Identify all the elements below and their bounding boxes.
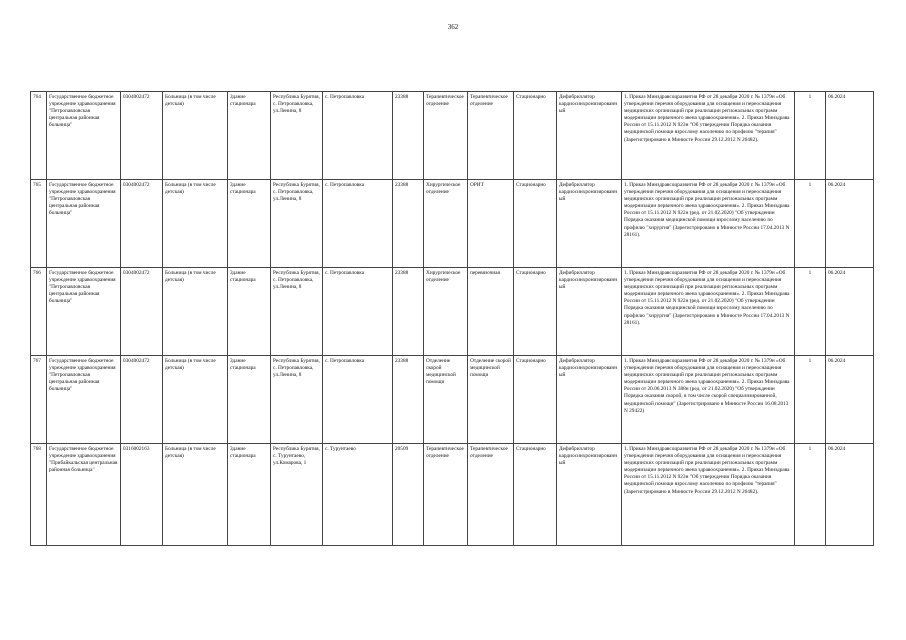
facility-type-cell: Больница (в том числе детская) xyxy=(163,444,228,546)
care-condition-cell: Стационарно xyxy=(514,92,557,180)
table-row xyxy=(31,268,874,356)
subdepartment-cell: перевязочная xyxy=(468,268,514,356)
quantity-cell: 1 xyxy=(795,444,826,546)
row-number-cell: 767 xyxy=(31,356,47,444)
care-condition-cell: Стационарно xyxy=(514,268,557,356)
organization-code-cell: 0304002472 xyxy=(121,180,163,268)
building-cell: Здание стационара xyxy=(228,356,271,444)
address-cell: Республика Бурятия, с. Петропавловка, ул.Ленина, 8 xyxy=(271,268,323,356)
equipment-table xyxy=(30,91,874,546)
table-row xyxy=(31,444,874,546)
organization-code-cell: 0304002472 xyxy=(121,92,163,180)
organization-cell: Государственное бюджетное учреждение здравоохранения "Петропавловская центральная районная больница" xyxy=(47,180,121,268)
oktmo-cell: 20509 xyxy=(393,444,424,546)
care-condition-cell: Стационарно xyxy=(514,444,557,546)
subdepartment-cell: ОРИТ xyxy=(468,180,514,268)
equipment-cell: Дефибриллятор кардиосинхронизированный xyxy=(557,268,622,356)
oktmo-cell: 23388 xyxy=(393,268,424,356)
address-cell: Республика Бурятия, с. Турунтаево, ул.Комарова, 1 xyxy=(271,444,323,546)
row-number-cell: 768 xyxy=(31,444,47,546)
organization-cell: Государственное бюджетное учреждение здравоохранения "Петропавловская центральная районная больница" xyxy=(47,268,121,356)
date-cell: 06.2024 xyxy=(826,356,874,444)
locality-cell: с. Петропавловка xyxy=(323,268,393,356)
facility-type-cell: Больница (в том числе детская) xyxy=(163,356,228,444)
date-cell: 06.2024 xyxy=(826,444,874,546)
table-row xyxy=(31,92,874,180)
locality-cell: с. Петропавловка xyxy=(323,356,393,444)
facility-type-cell: Больница (в том числе детская) xyxy=(163,92,228,180)
legal-basis-cell: 1. Приказ Минздравсоцразвития РФ от 28 декабря 2020 г. № 1379н «Об утверждении перечня оборудования для оснащения и переоснащения медицинских организаций при реализации региональных программ модернизации первичного звена здравоохранения». 2. Приказ Минздрава России от 15.11.2012 N 922н (ред. от 21.02.2020) "Об утверждении Порядка оказания медицинской помощи взрослому населению по профилю "хирургия" (Зарегистрировано в Минюсте России 17.04.2013 N 28161). xyxy=(622,180,795,268)
care-condition-cell: Стационарно xyxy=(514,180,557,268)
equipment-cell: Дефибриллятор кардиосинхронизированный xyxy=(557,180,622,268)
quantity-cell: 1 xyxy=(795,268,826,356)
subdepartment-cell: Отделение скорой медицинской помощи xyxy=(468,356,514,444)
department-cell: Отделение скорой медицинской помощи xyxy=(424,356,468,444)
organization-code-cell: 0304002472 xyxy=(121,356,163,444)
building-cell: Здание стационара xyxy=(228,180,271,268)
organization-code-cell: 0304002472 xyxy=(121,268,163,356)
legal-basis-cell: 1. Приказ Минздравсоцразвития РФ от 28 декабря 2020 г. № 1379н «Об утверждении перечня оборудования для оснащения и переоснащения медицинских организаций при реализации региональных программ модернизации первичного звена здравоохранения». 2. Приказ Минздрава России от 20.06.2013 N 388н (ред. от 21.02.2020) "Об утверждении Порядка оказания скорой, в том числе скорой специализированной, медицинской помощи" (Зарегистрировано в Минюсте России 16.08.2013 N 29422) xyxy=(622,356,795,444)
organization-cell: Государственное бюджетное учреждение здравоохранения "Петропавловская центральная районная больница" xyxy=(47,356,121,444)
building-cell: Здание стационара xyxy=(228,268,271,356)
quantity-cell: 1 xyxy=(795,356,826,444)
subdepartment-cell: Терапевтическое отделение xyxy=(468,444,514,546)
legal-basis-cell: 1. Приказ Минздравсоцразвития РФ от 28 декабря 2020 г. № 1379н «Об утверждении перечня оборудования для оснащения и переоснащения медицинских организаций при реализации региональных программ модернизации первичного звена здравоохранения». 2. Приказ Минздрава России от 15.11.2012 N 922н (ред. от 21.02.2020) "Об утверждении Порядка оказания медицинской помощи взрослому населению по профилю "хирургия" (Зарегистрировано в Минюсте России 17.04.2013 N 28161). xyxy=(622,268,795,356)
date-cell: 06.2024 xyxy=(826,92,874,180)
address-cell: Республика Бурятия, с. Петропавловка, ул.Ленина, 8 xyxy=(271,180,323,268)
table-row xyxy=(31,180,874,268)
legal-basis-cell: 1. Приказ Минздравсоцразвития РФ от 28 декабря 2020 г. № 1379н «Об утверждении перечня оборудования для оснащения и переоснащения медицинских организаций при реализации региональных программ модернизации первичного звена здравоохранения». 2. Приказ Минздрава России от 15.11.2012 N 923н "Об утверждении Порядка оказания медицинской помощи взрослому населению по профилю "терапия" (Зарегистрировано в Минюсте России 29.12.2012 N 26482). xyxy=(622,92,795,180)
date-cell: 06.2024 xyxy=(826,180,874,268)
building-cell: Здание стационара xyxy=(228,92,271,180)
page-number: 362 xyxy=(447,23,459,31)
subdepartment-cell: Терапевтическое отделение xyxy=(468,92,514,180)
oktmo-cell: 23388 xyxy=(393,180,424,268)
address-cell: Республика Бурятия, с. Петропавловка, ул.Ленина, 8 xyxy=(271,92,323,180)
equipment-cell: Дефибриллятор кардиосинхронизированный xyxy=(557,356,622,444)
row-number-cell: 766 xyxy=(31,268,47,356)
department-cell: Терапевтическое отделение xyxy=(424,92,468,180)
oktmo-cell: 23388 xyxy=(393,356,424,444)
date-cell: 06.2024 xyxy=(826,268,874,356)
quantity-cell: 1 xyxy=(795,92,826,180)
care-condition-cell: Стационарно xyxy=(514,356,557,444)
facility-type-cell: Больница (в том числе детская) xyxy=(163,180,228,268)
department-cell: Терапевтическое отделение xyxy=(424,444,468,546)
department-cell: Хирургическое отделение xyxy=(424,268,468,356)
department-cell: Хирургическое отделение xyxy=(424,180,468,268)
facility-type-cell: Больница (в том числе детская) xyxy=(163,268,228,356)
row-number-cell: 765 xyxy=(31,180,47,268)
table-row xyxy=(31,356,874,444)
row-number-cell: 764 xyxy=(31,92,47,180)
locality-cell: с. Турунтаево xyxy=(323,444,393,546)
locality-cell: с. Петропавловка xyxy=(323,180,393,268)
address-cell: Республика Бурятия, с. Петропавловка, ул.Ленина, 8 xyxy=(271,356,323,444)
locality-cell: с. Петропавловка xyxy=(323,92,393,180)
organization-cell: Государственное бюджетное учреждение здравоохранения "Прибайкальская центральная районная больница" xyxy=(47,444,121,546)
oktmo-cell: 23388 xyxy=(393,92,424,180)
equipment-cell: Дефибриллятор кардиосинхронизированный xyxy=(557,444,622,546)
legal-basis-cell: 1. Приказ Минздравсоцразвития РФ от 28 декабря 2020 г. № 1379н «Об утверждении перечня оборудования для оснащения и переоснащения медицинских организаций при реализации региональных программ модернизации первичного звена здравоохранения». 2. Приказ Минздрава России от 15.11.2012 N 923н "Об утверждении Порядка оказания медицинской помощи взрослому населению по профилю "терапия" (Зарегистрировано в Минюсте России 29.12.2012 N 26482). xyxy=(622,444,795,546)
organization-cell: Государственное бюджетное учреждение здравоохранения "Петропавловская центральная районная больница" xyxy=(47,92,121,180)
organization-code-cell: 0316002163 xyxy=(121,444,163,546)
quantity-cell: 1 xyxy=(795,180,826,268)
building-cell: Здание стационара xyxy=(228,444,271,546)
equipment-cell: Дефибриллятор кардиосинхронизированный xyxy=(557,92,622,180)
